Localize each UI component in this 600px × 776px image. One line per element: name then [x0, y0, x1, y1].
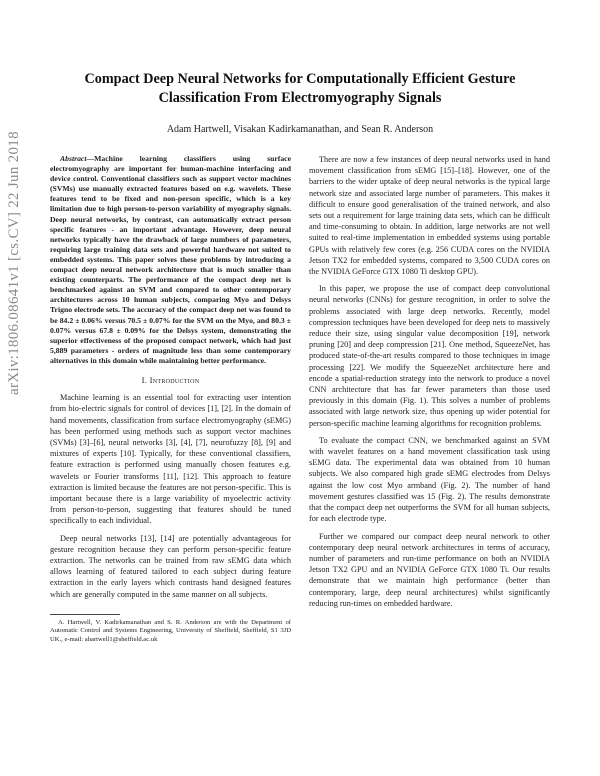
intro-paragraph: To evaluate the compact CNN, we benchmarked against an SVM with wavelet features on a hand movement classification task using sEMG data. The experimental data was obtained from 10 human subjects. We also compared high grade sEMG electrodes from Delsys against the low cost Myo armband (Fig. 2). The number of hand movement gestures classified was 15 (Fig. 2). The results demonstrate that the compact deep net outperforms the SVM for all human subjects, for each electrode type.	[309, 435, 550, 524]
intro-paragraph: In this paper, we propose the use of compact deep convolutional neural networks (CNNs) for gesture recognition, in order to solve the problems associated with large deep networks. Recently, model compression techniques have been developed for deep nets to massively reduce their size, using singular value decomposition [19], network pruning [20] and deep compression [21]. One method, SqueezeNet, has produced state-of-the-art results compared to those techniques in image processing [22]. We modify the SqueezeNet architecture here and encode a spatial-reduction strategy into the network to produce a novel CNN architecture that has far fewer parameters than those used previously in this domain (Fig. 1). This solves a number of problems associated with large network size, thus opening up wider potential for person-specific machine learning algorithms for recognition problems.	[309, 284, 550, 428]
footnote-divider	[50, 614, 120, 615]
abstract	[50, 154, 291, 366]
right-column	[309, 154, 550, 615]
section-heading-introduction: I. Introduction	[141, 374, 200, 385]
paper-authors: Adam Hartwell, Visakan Kadirkamanathan, and Sean R. Anderson	[166, 124, 434, 135]
author-footnote: A. Hartwell, V. Kadirkamanathan and S. R. Anderson are with the Department of Automatic Control and Systems Engineering, University of Sheffield, Sheffield, S1 3JD UK., e-mail: ahartwell1@sheffield.ac.uk	[50, 618, 291, 644]
abstract-lead: Abstract	[60, 154, 87, 163]
intro-paragraph: Further we compared our compact deep neural network to other contemporary deep neural network architectures in terms of accuracy, number of parameters and run-time performance on both an NVIDIA Jetson TX2 GPU and an NVIDIA GeForce GTX 1080 Ti. Our results demonstrate that we maintain high performance (better than contemporary, large, deep neural architectures) whilst significantly reducing run-times on embedded hardware.	[309, 531, 550, 608]
intro-paragraph: Machine learning is an essential tool for extracting user intention from bio-electric signals for control of devices [1], [2]. In the domain of hand movements, classification from surface electromyography (sEMG) has been performed using methods such as support vector machines (SVMs) [3]–[6], neural networks [3], [4], [7], neurofuzzy [8], [9] and mixtures of experts [10]. Typically, for these conventional classifiers, feature extraction is performed using manually chosen features e.g. wavelets or Fourier transforms [11], [12]. This approach to feature extraction is limited because the features are not person-specific. This is important because there is a large variability of myoelectric activity from person-to-person, suggesting that features should be tuned specifically to each individual.	[50, 393, 291, 526]
left-column	[50, 154, 291, 645]
abstract-dash: —	[86, 154, 95, 163]
intro-paragraph: There are now a few instances of deep neural networks used in hand movement classification from sEMG [15]–[18]. However, one of the barriers to the wider uptake of deep neural networks is the typical large network size and associated large number of parameters. This makes it difficult to ensure good generalisation of the trained network, and also sets out a requirement for large training data sets, which can be difficult and time-consuming to obtain. In addition, large networks are not well suited to real-time implementation in embedded systems using portable GPUs with relatively few cores (e.g. 256 CUDA cores on the NVIDIA Jetson TX2 for embedded systems, compared to 3,500 CUDA cores on the NVIDIA GeForce GTX 1080 Ti desktop GPU).	[309, 155, 550, 277]
paper-title: Compact Deep Neural Networks for Computationally Efficient Gesture Classification From Electromyography Signals	[84, 71, 516, 106]
arxiv-identifier[interactable]: arXiv:1806.08641v1 [cs.CV] 22 Jun 2018	[6, 131, 22, 395]
intro-paragraph: Deep neural networks [13], [14] are potentially advantageous for gesture recognition because they can perform person-specific feature extraction. The networks can be trained from raw sEMG data which allows learning of featured tailored to each subject during feature extraction in the early layers which contrasts hand designed features which are generally computed in the same manner on all subjects.	[50, 533, 291, 599]
abstract-text: Machine learning classifiers using surface electromyography are important for human-machine interfacing and device control. Conventional classifiers such as support vector machines (SVMs) use manually extracted features based on e.g. wavelets. These features tend to be fixed and non-person specific, which is a key limitation due to high person-to-person variability of myography signals. Deep neural networks, by contrast, can automatically extract person specific features - an important advantage. However, deep neural networks typically have the drawback of large numbers of parameters, requiring large training data sets and powerful hardware not suited to embedded systems. This paper solves these problems by introducing a compact deep neural network architecture that is much smaller than existing counterparts. The performance of the compact deep net is benchmarked against an SVM and compared to other contemporary architectures across 10 human subjects, comparing Myo and Delsys Trigno electrode sets. The accuracy of the compact deep net was found to be 84.2 ± 0.06% versus 70.5 ± 0.07% for the SVM on the Myo, and 80.3 ± 0.07% versus 67.8 ± 0.09% for the Delsys system, demonstrating the superior effectiveness of the proposed compact network, which had just 5,889 parameters - orders of magnitude less than some contemporary alternatives in this domain while maintaining better performance.	[50, 154, 291, 365]
